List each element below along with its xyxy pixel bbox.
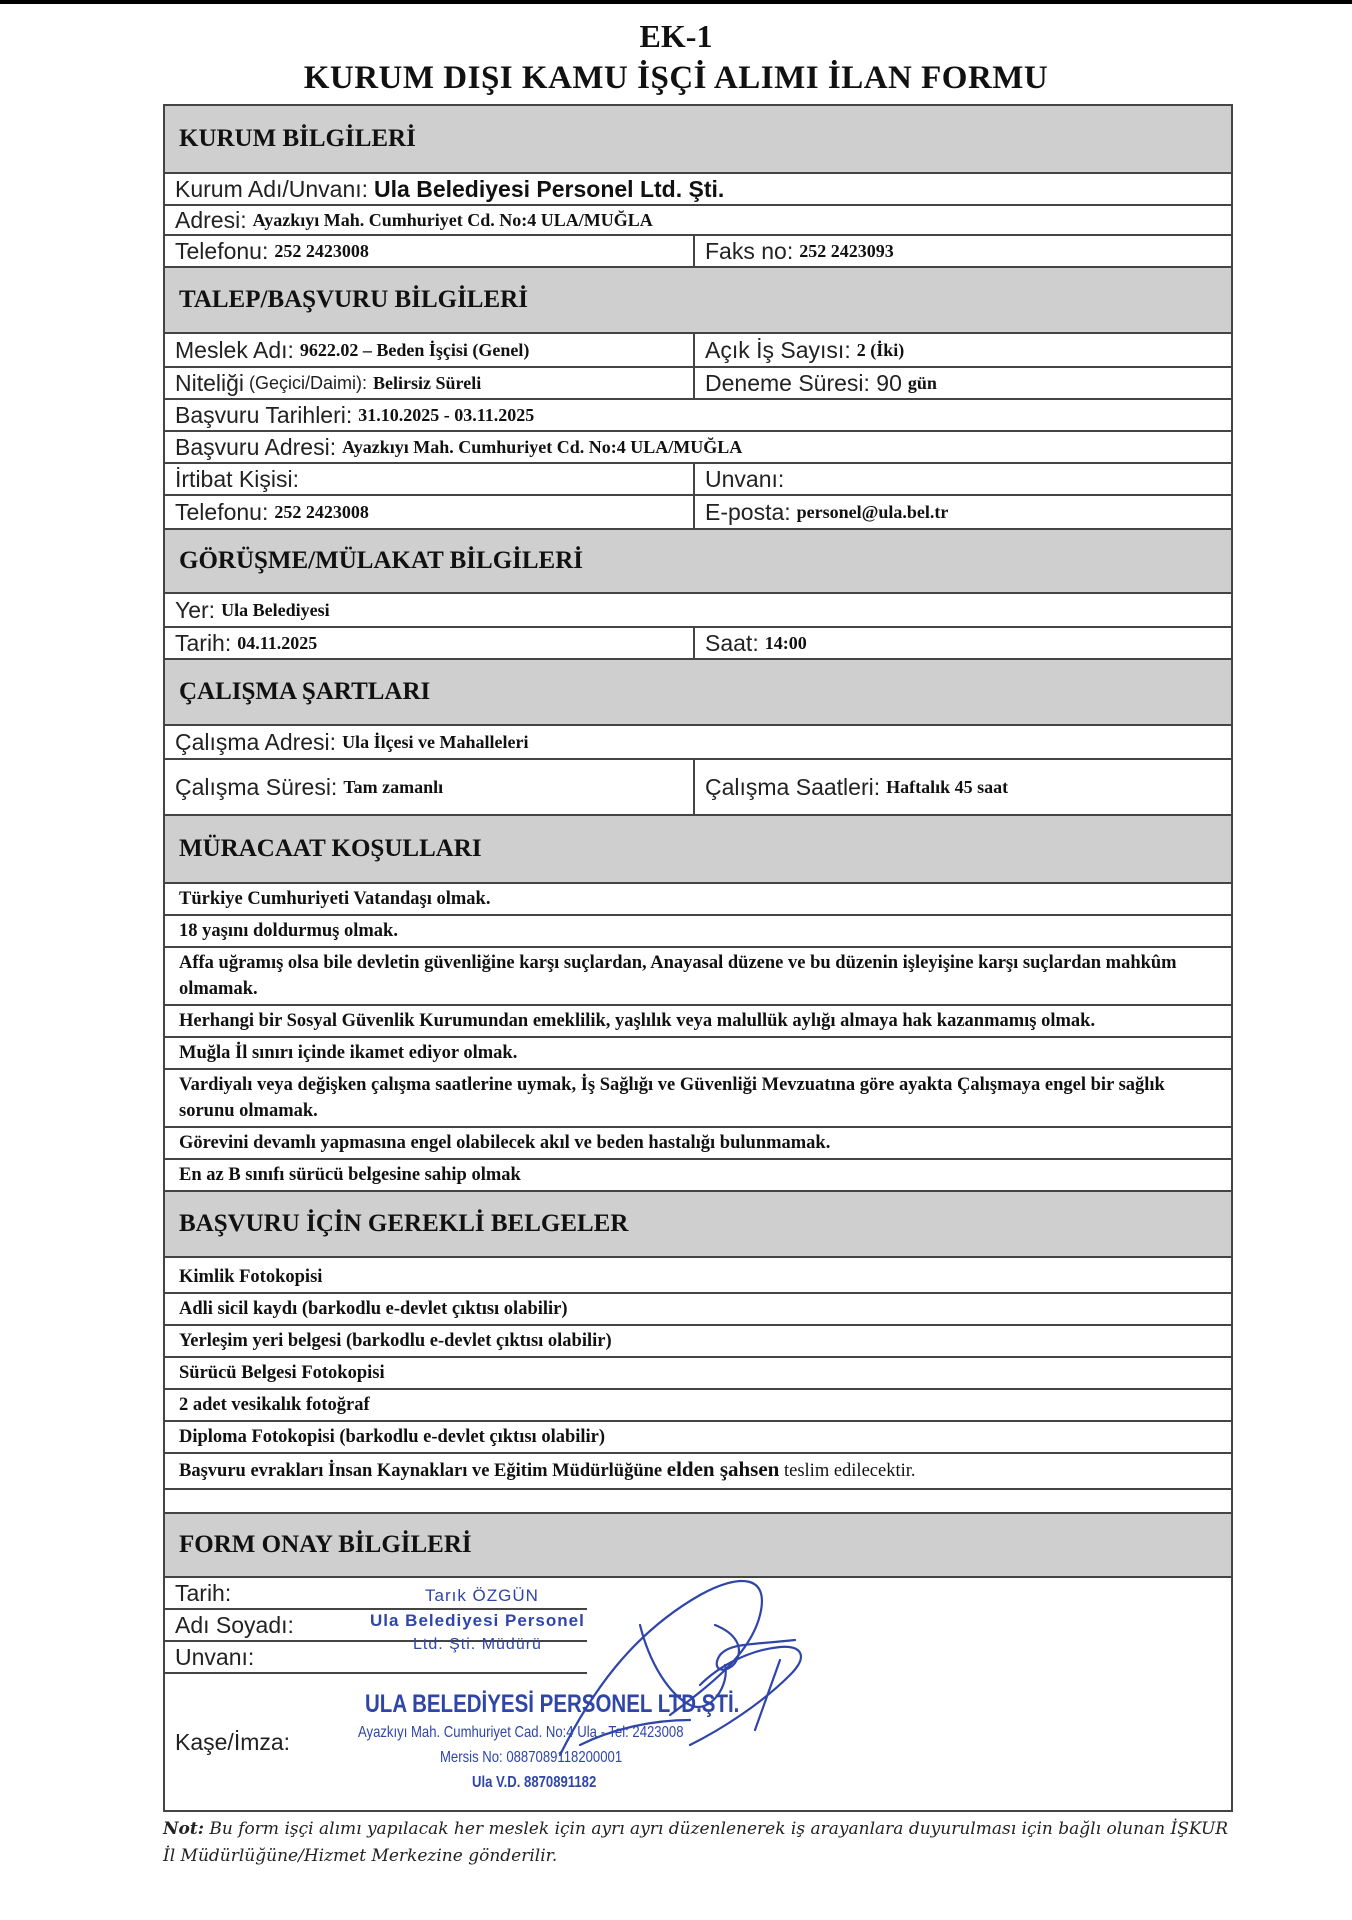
- talep-phone-value: 252 2423008: [274, 501, 369, 522]
- delivery-text-emphasis: elden şahsen: [666, 1457, 780, 1481]
- footer-note: [163, 1816, 1229, 1870]
- gorusme-place-row: [165, 594, 1231, 628]
- kurum-name-value: Ula Belediyesi Personel Ltd. Şti.: [374, 175, 725, 202]
- section-calisma: ÇALIŞMA ŞARTLARI: [165, 660, 1231, 726]
- gorusme-time-value: 14:00: [764, 632, 807, 653]
- document-item: Yerleşim yeri belgesi (barkodlu e-devlet çıktısı olabilir): [165, 1326, 1231, 1358]
- calisma-address-value: Ula İlçesi ve Mahalleleri: [342, 731, 529, 752]
- talep-email-cell: [695, 496, 1231, 528]
- kurum-name-label: Kurum Adı/Unvanı:: [175, 175, 369, 202]
- document-item: Diploma Fotokopisi (barkodlu e-devlet çıktısı olabilir): [165, 1422, 1231, 1454]
- talep-contact-label: İrtibat Kişisi:: [175, 465, 299, 492]
- stamp-org: Ula Belediyesi Personel: [370, 1611, 585, 1630]
- kurum-address-label: Adresi:: [175, 206, 247, 233]
- gorusme-datetime-row: [165, 628, 1231, 660]
- section-gorusme: GÖRÜŞME/MÜLAKAT BİLGİLERİ: [165, 530, 1231, 594]
- gorusme-date-value: 04.11.2025: [237, 632, 318, 653]
- document-item: 2 adet vesikalık fotoğraf: [165, 1390, 1231, 1422]
- onay-seal-label: Kaşe/İmza:: [175, 1728, 291, 1755]
- condition-item: Türkiye Cumhuriyeti Vatandaşı olmak.: [165, 884, 1231, 916]
- kurum-fax-value: 252 2423093: [799, 240, 894, 261]
- talep-trial-value: gün: [907, 372, 937, 393]
- section-muracaat: MÜRACAAT KOŞULLARI: [165, 816, 1231, 884]
- section-onay: FORM ONAY BİLGİLERİ: [165, 1514, 1231, 1578]
- talep-app-address-row: [165, 432, 1231, 464]
- condition-item: 18 yaşını doldurmuş olmak.: [165, 916, 1231, 948]
- talep-email-label: E-posta:: [705, 498, 791, 525]
- condition-item: Vardiyalı veya değişken çalışma saatlerine uymak, İş Sağlığı ve Güvenliği Mevzuatına göre ayakta Çalışmaya engel bir sağlık sorunu olmamak.: [165, 1070, 1231, 1128]
- document-delivery-note: [165, 1454, 1231, 1490]
- talep-email-value: personel@ula.bel.tr: [796, 501, 949, 522]
- document-item: Adli sicil kaydı (barkodlu e-devlet çıktısı olabilir): [165, 1294, 1231, 1326]
- talep-trial-label: Deneme Süresi: 90: [705, 369, 902, 396]
- kurum-phone-label: Telefonu:: [175, 237, 269, 264]
- talep-nature-label: Niteliği: [175, 369, 245, 396]
- calisma-address-row: [165, 726, 1231, 760]
- calisma-hours-value: Haftalık 45 saat: [886, 776, 1009, 797]
- talep-job-cell: [165, 334, 695, 366]
- talep-app-address-value: Ayazkıyı Mah. Cumhuriyet Cd. No:4 ULA/MUĞLA: [342, 436, 743, 457]
- kurum-address-value: Ayazkıyı Mah. Cumhuriyet Cd. No:4 ULA/MUĞLA: [252, 209, 653, 230]
- onay-name-label: Adı Soyadı:: [175, 1611, 294, 1638]
- delivery-text-post: teslim edilecektir.: [783, 1461, 916, 1481]
- document-item: Kimlik Fotokopisi: [165, 1258, 1231, 1294]
- talep-app-address-label: Başvuru Adresi:: [175, 433, 337, 460]
- talep-dates-label: Başvuru Tarihleri:: [175, 401, 353, 428]
- note-label: Not:: [163, 1819, 205, 1839]
- talep-phone-cell: [165, 496, 695, 528]
- calisma-duration-value: Tam zamanlı: [343, 776, 444, 797]
- document-item: Sürücü Belgesi Fotokopisi: [165, 1358, 1231, 1390]
- condition-item: Affa uğramış olsa bile devletin güvenliğine karşı suçlardan, Anayasal düzene ve bu düzenin işleyişine karşı suçlardan mahkûm olmamak.: [165, 948, 1231, 1006]
- kurum-phone-value: 252 2423008: [274, 240, 369, 261]
- condition-item: Muğla İl sınırı içinde ikamet ediyor olmak.: [165, 1038, 1231, 1070]
- note-text: Bu form işçi alımı yapılacak her meslek için ayrı ayrı düzenlenerek iş arayanlara duyurulması için bağlı olunan İŞKUR İl Müdürlüğüne/Hizmet Merkezine gönderilir.: [163, 1819, 1229, 1866]
- talep-nature-hint: (Geçici/Daimi):: [249, 372, 368, 393]
- talep-openings-label: Açık İş Sayısı:: [705, 336, 851, 363]
- calisma-hours-label: Çalışma Saatleri:: [705, 773, 881, 800]
- talep-nature-cell: [165, 368, 695, 398]
- delivery-text-pre: Başvuru evrakları İnsan Kaynakları ve Eğitim Müdürlüğüne: [179, 1461, 663, 1481]
- talep-openings-value: 2 (İki): [856, 339, 905, 360]
- calisma-address-label: Çalışma Adresi:: [175, 728, 337, 755]
- kurum-address-row: [165, 206, 1231, 236]
- seal-mersis: Mersis No: 0887089118200001: [440, 1749, 623, 1766]
- talep-contact-cell: [165, 464, 695, 494]
- talep-job-label: Meslek Adı:: [175, 336, 294, 363]
- section-talep: TALEP/BAŞVURU BİLGİLERİ: [165, 268, 1231, 334]
- talep-dates-value: 31.10.2025 - 03.11.2025: [358, 404, 535, 425]
- talep-openings-cell: [695, 334, 1231, 366]
- calisma-duration-label: Çalışma Süresi:: [175, 773, 338, 800]
- kurum-name-row: [165, 174, 1231, 206]
- seal-address: Ayazkıyı Mah. Cumhuriyet Cad. No:4 Ula - Tel: 2423008: [358, 1724, 684, 1741]
- calisma-time-row: [165, 760, 1231, 816]
- talep-job-row: [165, 334, 1231, 368]
- top-border: [0, 0, 1352, 4]
- talep-trial-cell: [695, 368, 1231, 398]
- section-kurum: KURUM BİLGİLERİ: [165, 104, 1231, 174]
- seal-title: ULA BELEDİYESİ PERSONEL LTD.ŞTİ.: [365, 1690, 740, 1718]
- stamp-role: Ltd. Şti. Müdürü: [413, 1636, 542, 1653]
- kurum-phone-cell: [165, 236, 695, 266]
- section-belgeler: BAŞVURU İÇİN GEREKLİ BELGELER: [165, 1192, 1231, 1258]
- gorusme-place-value: Ula Belediyesi: [221, 599, 330, 620]
- talep-phone-label: Telefonu:: [175, 498, 269, 525]
- calisma-hours-cell: [695, 760, 1231, 814]
- talep-job-value: 9622.02 – Beden İşçisi (Genel): [299, 339, 530, 360]
- gorusme-date-label: Tarih:: [175, 629, 232, 656]
- talep-dates-row: [165, 400, 1231, 432]
- condition-item: Görevini devamlı yapmasına engel olabilecek akıl ve beden hastalığı bulunmamak.: [165, 1128, 1231, 1160]
- annex-label: EK-1: [639, 18, 713, 54]
- talep-nature-value: Belirsiz Süreli: [373, 372, 482, 393]
- condition-item: Herhangi bir Sosyal Güvenlik Kurumundan emeklilik, yaşlılık veya malullük aylığı almaya hak kazanmamış olmak.: [165, 1006, 1231, 1038]
- calisma-duration-cell: [165, 760, 695, 814]
- condition-item: En az B sınıfı sürücü belgesine sahip olmak: [165, 1160, 1231, 1192]
- talep-title-label: Unvanı:: [705, 465, 785, 492]
- onay-title-label: Unvanı:: [175, 1643, 255, 1670]
- talep-phone-row: [165, 496, 1231, 530]
- gorusme-date-cell: [165, 628, 695, 658]
- kurum-fax-label: Faks no:: [705, 237, 794, 264]
- stamp-name: Tarık ÖZGÜN: [425, 1586, 539, 1605]
- gorusme-time-label: Saat:: [705, 629, 759, 656]
- gorusme-place-label: Yer:: [175, 596, 216, 623]
- form-title: KURUM DIŞI KAMU İŞÇİ ALIMI İLAN FORMU: [303, 60, 1049, 96]
- seal-tax: Ula V.D. 8870891182: [472, 1774, 597, 1791]
- talep-nature-row: [165, 368, 1231, 400]
- signature-graphic: [520, 1555, 820, 1765]
- kurum-contact-row: [165, 236, 1231, 268]
- gorusme-time-cell: [695, 628, 1231, 658]
- talep-title-cell: [695, 464, 1231, 494]
- empty-row: [165, 1490, 1231, 1514]
- kurum-fax-cell: [695, 236, 1231, 266]
- onay-date-label: Tarih:: [175, 1579, 232, 1606]
- talep-contact-row: [165, 464, 1231, 496]
